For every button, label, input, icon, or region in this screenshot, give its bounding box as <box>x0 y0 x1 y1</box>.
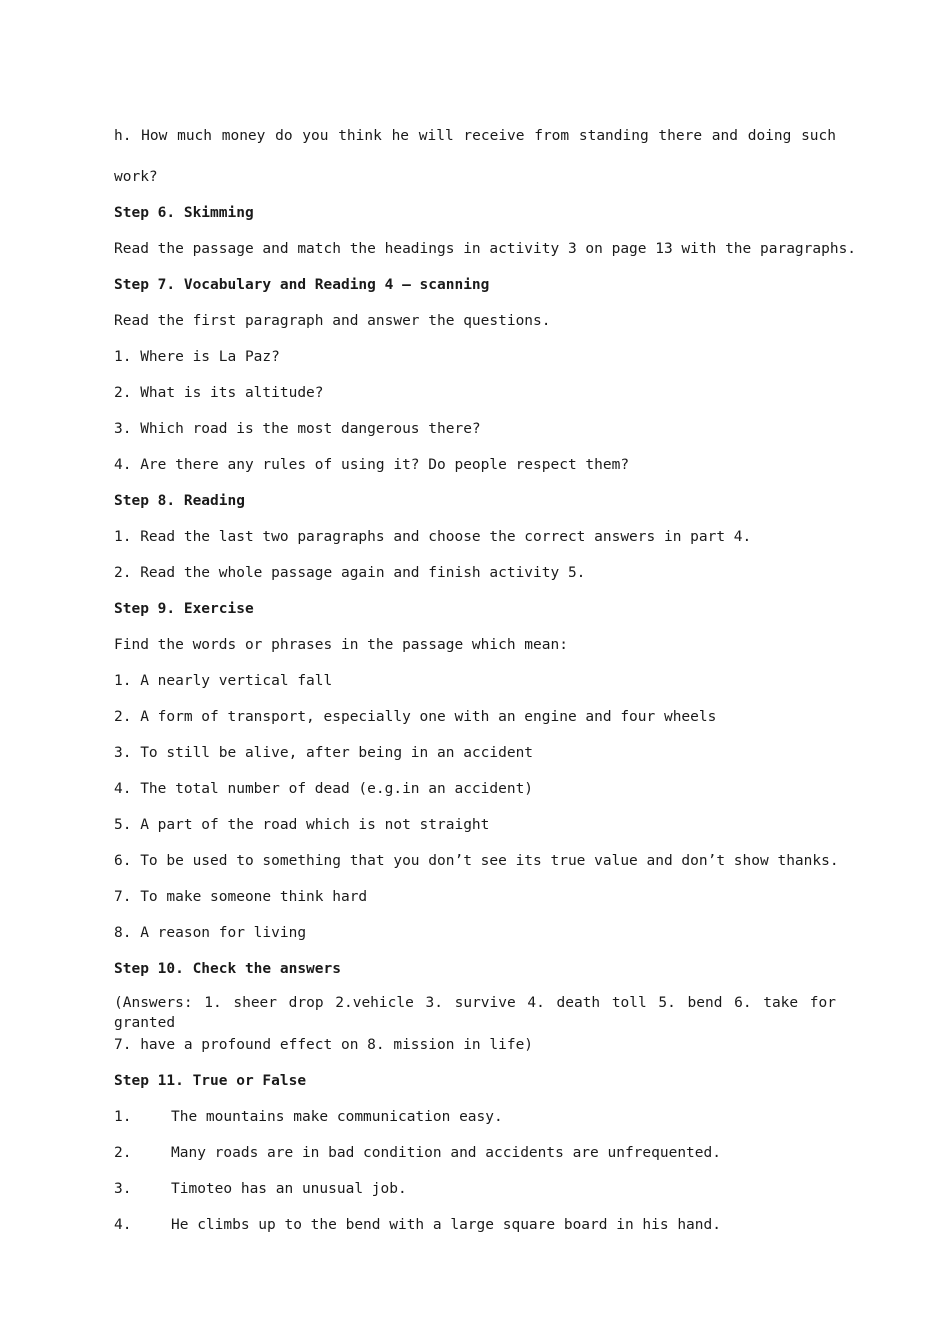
step11-item <box>114 1215 721 1235</box>
step11-item <box>114 1107 503 1127</box>
step8-item: 1. Read the last two paragraphs and choose the correct answers in part 4. <box>114 529 752 545</box>
step7-question: 2. What is its altitude? <box>114 385 324 401</box>
step7-instruction: Read the first paragraph and answer the questions. <box>114 313 551 329</box>
step11-item-text: Many roads are in bad condition and accidents are unfrequented. <box>171 1145 721 1161</box>
step9-item: 2. A form of transport, especially one with an engine and four wheels <box>114 709 717 725</box>
step11-item <box>114 1179 407 1199</box>
step9-item: 6. To be used to something that you don’t see its true value and don’t show thanks. <box>114 853 839 869</box>
step8-heading: Step 8. Reading <box>114 493 245 509</box>
question-h-line1: h. How much money do you think he will receive from standing there and doing such <box>114 128 836 144</box>
step10-answers-line1: (Answers: 1. sheer drop 2.vehicle 3. survive 4. death toll 5. bend 6. take for granted <box>114 995 836 1031</box>
step9-item: 5. A part of the road which is not straight <box>114 817 490 833</box>
question-h-line2: work? <box>114 169 158 185</box>
step8-item: 2. Read the whole passage again and finish activity 5. <box>114 565 586 581</box>
step7-question: 1. Where is La Paz? <box>114 349 280 365</box>
step10-answers-line2: 7. have a profound effect on 8. mission in life) <box>114 1037 534 1053</box>
step9-item: 7. To make someone think hard <box>114 889 368 905</box>
step11-item-text: Timoteo has an unusual job. <box>171 1181 407 1197</box>
step11-item-number: 1. <box>114 1109 132 1125</box>
step9-item: 1. A nearly vertical fall <box>114 673 333 689</box>
step9-heading: Step 9. Exercise <box>114 601 254 617</box>
step11-item <box>114 1143 721 1163</box>
step10-heading: Step 10. Check the answers <box>114 961 341 977</box>
step6-heading: Step 6. Skimming <box>114 205 254 221</box>
step9-item: 3. To still be alive, after being in an accident <box>114 745 534 761</box>
step11-item-number: 3. <box>114 1181 132 1197</box>
step6-text: Read the passage and match the headings in activity 3 on page 13 with the paragraphs. <box>114 241 857 257</box>
step11-item-text: The mountains make communication easy. <box>171 1109 503 1125</box>
step7-question: 3. Which road is the most dangerous there? <box>114 421 481 437</box>
step9-instruction: Find the words or phrases in the passage which mean: <box>114 637 568 653</box>
step7-question: 4. Are there any rules of using it? Do people respect them? <box>114 457 630 473</box>
step11-item-number: 2. <box>114 1145 132 1161</box>
step11-heading: Step 11. True or False <box>114 1073 307 1089</box>
step7-heading: Step 7. Vocabulary and Reading 4 – scanning <box>114 277 490 293</box>
step11-item-text: He climbs up to the bend with a large square board in his hand. <box>171 1217 721 1233</box>
step9-item: 8. A reason for living <box>114 925 307 941</box>
step11-item-number: 4. <box>114 1217 132 1233</box>
step9-item: 4. The total number of dead (e.g.in an accident) <box>114 781 534 797</box>
